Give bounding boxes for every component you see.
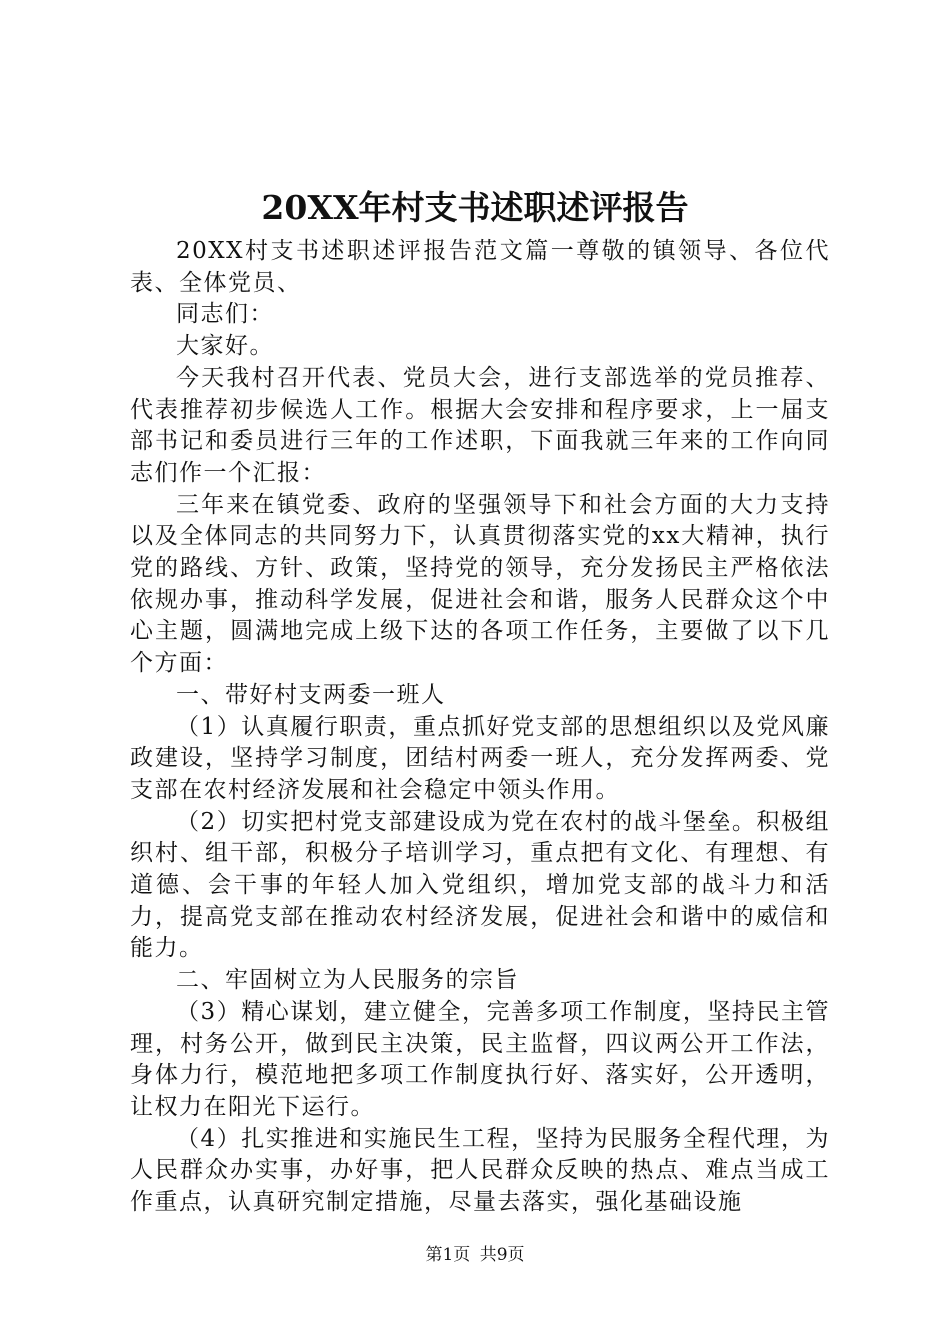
paragraph: （4）扎实推进和实施民生工程，坚持为民服务全程代理，为人民群众办实事，办好事，把人民群众反映的热点、难点当成工作重点，认真研究制定措施，尽量去落实，强化基础设施 [130, 1125, 830, 1216]
section-heading: 二、牢固树立为人民服务的宗旨 [176, 967, 519, 994]
paragraph: （3）精心谋划，建立健全，完善多项工作制度，坚持民主管理，村务公开，做到民主决策，民主监督，四议两公开工作法，身体力行，模范地把多项工作制度执行好、落实好，公开透明，让权力在阳光下运行。 [130, 998, 830, 1120]
paragraph: 大家好。 [176, 333, 274, 360]
page-footer [0, 1243, 950, 1267]
paragraph: 20XX村支书述职述评报告范文篇一尊敬的镇领导、各位代表、全体党员、 [130, 238, 830, 296]
paragraph: （2）切实把村党支部建设成为党在农村的战斗堡垒。积极组织村、组干部，积极分子培训学习，重点把有文化、有理想、有道德、会干事的年轻人加入党组织，增加党支部的战斗力和活力，提高党支部在推动农村经济发展，促进社会和谐中的威信和能力。 [130, 808, 830, 962]
paragraph: 同志们： [176, 301, 274, 328]
page-total: 共9页 [479, 1245, 525, 1265]
paragraph: 今天我村召开代表、党员大会，进行支部选举的党员推荐、代表推荐初步候选人工作。根据大会安排和程序要求，上一届支部书记和委员进行三年的工作述职，下面我就三年来的工作向同志们作一个汇报： [130, 364, 830, 486]
document-body [130, 236, 830, 1219]
page-number: 第1页 [425, 1245, 471, 1265]
paragraph: （1）认真履行职责，重点抓好党支部的思想组织以及党风廉政建设，坚持学习制度，团结村两委一班人，充分发挥两委、党支部在农村经济发展和社会稳定中领头作用。 [130, 713, 830, 803]
document-title: 20XX年村支书述职述评报告 [261, 188, 689, 227]
section-heading: 一、带好村支两委一班人 [176, 681, 446, 708]
paragraph: 三年来在镇党委、政府的坚强领导下和社会方面的大力支持以及全体同志的共同努力下，认真贯彻落实党的xx大精神，执行党的路线、方针、政策，坚持党的领导，充分发扬民主严格依法依规办事，推动科学发展，促进社会和谐，服务人民群众这个中心主题，圆满地完成上级下达的各项工作任务，主要做了以下几个方面： [130, 491, 830, 677]
